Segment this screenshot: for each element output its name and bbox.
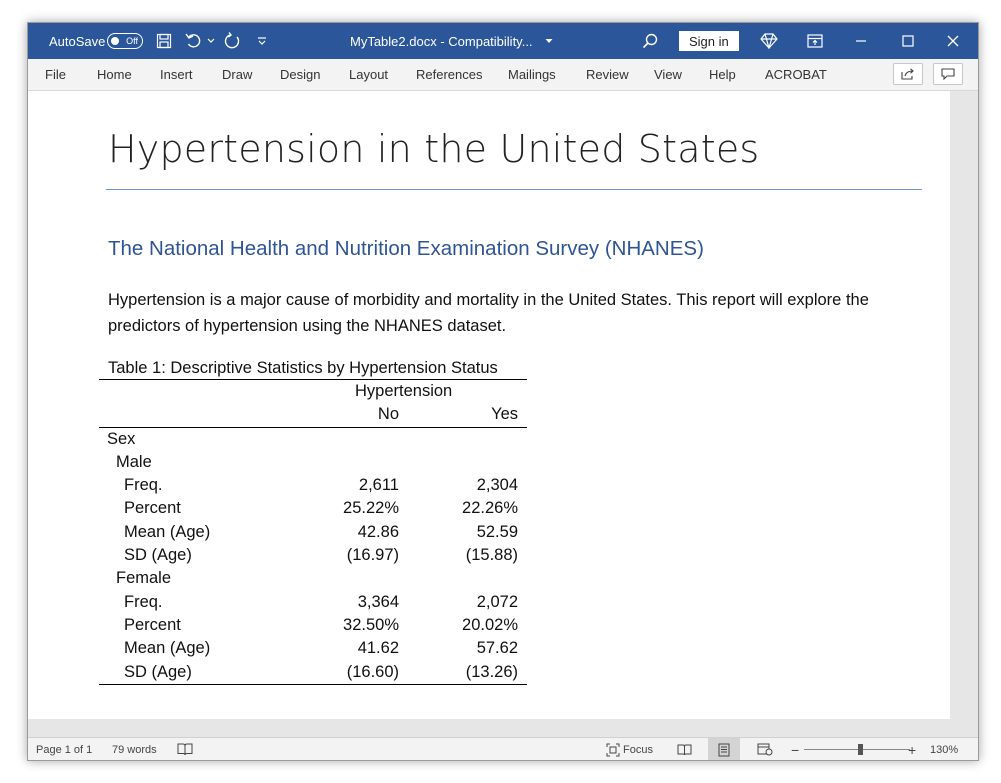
autosave-label: AutoSave bbox=[49, 33, 106, 49]
zoom-level[interactable]: 130% bbox=[930, 743, 959, 756]
cell-yes: (15.88) bbox=[465, 546, 518, 565]
descriptive-stats-table bbox=[99, 379, 527, 685]
ribbon-tabs bbox=[28, 59, 978, 91]
table-row bbox=[99, 637, 527, 660]
cell-no: 25.22% bbox=[343, 499, 399, 518]
table-caption: Table 1: Descriptive Statistics by Hypertension Status bbox=[108, 359, 498, 377]
tab-review[interactable]: Review bbox=[586, 67, 629, 82]
autosave-toggle[interactable] bbox=[107, 33, 143, 49]
comments-button[interactable] bbox=[933, 63, 963, 85]
document-name: MyTable2.docx - Compatibility... bbox=[350, 33, 533, 49]
redo-icon[interactable] bbox=[224, 23, 242, 59]
status-bar bbox=[28, 737, 978, 761]
row-label: Freq. bbox=[124, 476, 163, 495]
print-layout-button[interactable] bbox=[708, 738, 740, 761]
table-row bbox=[99, 521, 527, 544]
customize-toolbar-icon[interactable] bbox=[257, 23, 267, 59]
read-mode-icon[interactable] bbox=[677, 738, 692, 761]
section-label-female: Female bbox=[116, 569, 172, 588]
document-page[interactable] bbox=[28, 91, 950, 719]
cell-yes: (13.26) bbox=[465, 662, 518, 681]
cell-no: (16.97) bbox=[346, 546, 399, 565]
vertical-scrollbar[interactable] bbox=[959, 91, 978, 737]
page-info[interactable]: Page 1 of 1 bbox=[36, 743, 93, 756]
tab-insert[interactable]: Insert bbox=[160, 67, 193, 82]
undo-icon[interactable] bbox=[185, 23, 203, 59]
sign-in-button[interactable]: Sign in bbox=[679, 31, 739, 51]
tab-file[interactable]: File bbox=[45, 67, 66, 82]
zoom-out-button[interactable]: − bbox=[791, 741, 800, 758]
close-icon[interactable] bbox=[947, 23, 959, 59]
print-layout-icon bbox=[718, 743, 730, 757]
table-row bbox=[99, 544, 527, 567]
table-row bbox=[99, 451, 527, 474]
title-dropdown-icon[interactable] bbox=[545, 23, 553, 59]
document-area bbox=[28, 91, 978, 737]
table-row bbox=[99, 591, 527, 614]
zoom-slider-track[interactable] bbox=[804, 749, 910, 750]
column-header-no: No bbox=[377, 405, 399, 424]
focus-button[interactable]: Focus bbox=[623, 743, 653, 756]
group-label-sex: Sex bbox=[107, 429, 136, 448]
tab-layout[interactable]: Layout bbox=[349, 67, 389, 82]
tab-references[interactable]: References bbox=[416, 67, 483, 82]
table-row bbox=[99, 428, 527, 451]
table-row bbox=[99, 614, 527, 637]
title-underline bbox=[106, 189, 922, 190]
cell-yes: 20.02% bbox=[462, 615, 518, 634]
row-label: Percent bbox=[124, 499, 181, 518]
column-header-yes: Yes bbox=[491, 405, 518, 424]
cell-yes: 2,304 bbox=[476, 476, 518, 495]
web-layout-icon[interactable] bbox=[757, 738, 773, 761]
share-button[interactable] bbox=[893, 63, 923, 85]
row-label: SD (Age) bbox=[124, 546, 192, 565]
table-row bbox=[99, 474, 527, 497]
tab-help[interactable]: Help bbox=[709, 67, 736, 82]
search-icon[interactable] bbox=[642, 23, 658, 59]
zoom-in-button[interactable]: + bbox=[908, 741, 917, 758]
cell-yes: 57.62 bbox=[476, 639, 518, 658]
cell-no: 32.50% bbox=[343, 615, 399, 634]
table-header-row bbox=[99, 380, 527, 403]
section-label-male: Male bbox=[116, 452, 152, 471]
cell-no: 2,611 bbox=[358, 476, 399, 495]
premium-diamond-icon[interactable] bbox=[760, 23, 778, 59]
proofing-book-icon[interactable] bbox=[177, 738, 193, 761]
cell-yes: 52.59 bbox=[476, 522, 518, 541]
hypertension-header: Hypertension bbox=[355, 382, 453, 400]
tab-view[interactable]: View bbox=[654, 67, 682, 82]
table-header-row bbox=[99, 403, 527, 427]
tab-design[interactable]: Design bbox=[280, 67, 321, 82]
section-heading: The National Health and Nutrition Examination Survey (NHANES) bbox=[108, 237, 704, 260]
tab-draw[interactable]: Draw bbox=[222, 67, 253, 82]
focus-icon[interactable] bbox=[606, 738, 620, 761]
autosave-state: Off bbox=[126, 36, 138, 46]
cell-yes: 22.26% bbox=[462, 499, 518, 518]
save-icon[interactable] bbox=[156, 23, 172, 59]
ribbon-display-options-icon[interactable] bbox=[807, 23, 823, 59]
maximize-icon[interactable] bbox=[902, 23, 914, 59]
cell-no: 41.62 bbox=[357, 639, 399, 658]
table-row bbox=[99, 567, 527, 590]
word-window bbox=[27, 22, 979, 761]
share-icon bbox=[901, 68, 915, 80]
tab-acrobat[interactable]: ACROBAT bbox=[765, 67, 827, 82]
title-bar bbox=[28, 23, 978, 59]
word-count[interactable]: 79 words bbox=[112, 743, 157, 756]
comment-icon bbox=[941, 68, 955, 80]
table-row bbox=[99, 661, 527, 684]
row-label: Mean (Age) bbox=[124, 639, 211, 658]
undo-dropdown-icon[interactable] bbox=[207, 23, 215, 59]
tab-mailings[interactable]: Mailings bbox=[508, 67, 556, 82]
table-row bbox=[99, 497, 527, 520]
row-label: Percent bbox=[124, 615, 181, 634]
minimize-icon[interactable] bbox=[855, 23, 867, 59]
intro-paragraph: Hypertension is a major cause of morbidity and mortality in the United States. This report will explore the predictors of hypertension using the NHANES dataset. bbox=[108, 291, 869, 335]
row-label: Mean (Age) bbox=[124, 522, 211, 541]
cell-yes: 2,072 bbox=[476, 592, 518, 611]
cell-no: 42.86 bbox=[357, 522, 399, 541]
document-title: Hypertension in the United States bbox=[108, 127, 760, 171]
tab-home[interactable]: Home bbox=[97, 67, 132, 82]
toggle-knob bbox=[111, 37, 119, 45]
row-label: SD (Age) bbox=[124, 662, 192, 681]
cell-no: (16.60) bbox=[346, 662, 399, 681]
zoom-slider-thumb[interactable] bbox=[858, 744, 863, 755]
row-label: Freq. bbox=[124, 592, 163, 611]
cell-no: 3,364 bbox=[357, 592, 399, 611]
